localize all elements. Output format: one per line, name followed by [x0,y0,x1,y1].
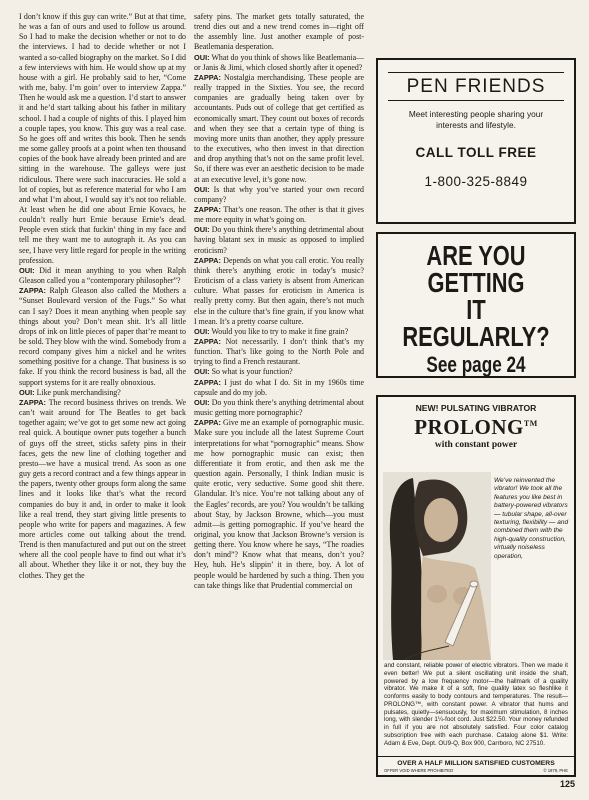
interviewer-label: OUI: [194,397,210,407]
pen-friends-ad[interactable] [376,58,576,224]
paragraph-text: Do you think there’s anything detrimental about having blatant sex in music as opposed to implied eroticism? [194,225,364,255]
paragraph-text: Like punk merchandising? [36,387,121,397]
paragraph-text: So what is your function? [211,367,293,377]
article-paragraph [194,327,364,337]
offer-void-note: OFFER VOID WHERE PROHIBITED [384,768,454,773]
headline-line-3: IT REGULARLY? [402,294,550,352]
article-paragraph [194,256,364,327]
interviewer-label: OUI: [194,52,210,62]
interviewee-label: ZAPPA: [194,337,221,346]
vibrator-ad-body-copy: and constant, reliable power of electric vibrators. Then we made it even better! We put a silent oscillating unit inside the shaft, powered by a low frequency motor—the hallmark of a quality vibrator. We make it of a soft, fine quality latex so fleshlike it conforms easily to body contours and temperatures. The result—PROLONG™, with constant power. A vibrator that hums and pulsates, quietly—sensuously, for maximum stimulation, 8 inches long, with slender 1¼-foot cord. Just $22.50. Your money refunded in full if you are not absolutely satisfied. Four color catalog subscription free with each purchase. Catalog alone $1. Write: Adam & Eve, Dept. OU9-Q, Box 900, Carrboro, NC 27510. [384,662,568,747]
article-paragraph [194,367,364,377]
paragraph-text: safety pins. The market gets totally saturated, the trend dies out and a new trend comes in—right off the assembly line. Just another example of post-Beatlemania desperation. [194,12,364,52]
page-number: 125 [559,779,575,789]
fine-print [378,767,574,773]
trademark-mark: TM [523,419,538,428]
article-column-2 [194,12,364,591]
article-paragraph [19,266,186,286]
interviewer-label: OUI: [194,225,210,235]
paragraph-text: I just do what I do. Sit in my 1960s time capsule and do my job. [194,377,364,397]
pen-friends-subtitle: Meet interesting people sharing your interests and lifestyle. [408,109,544,130]
interviewee-label: ZAPPA: [194,72,221,82]
paragraph-text: Ralph Gleason also called the Mothers a “Sunset Boulevard version of the Fugs.” So what can I say? Does it mean anything when people say things about you? Don’t mean shit. It’s all little drops of ink on little pieces of paper that’re meant to be sold. They blow with the wind. Somebody from a record company gives him a nickel and he writes something positive for a change. That business is so fake. If you think the record business is bad, all the support systems for it are really obnoxious. [19,286,186,387]
paragraph-text: Did it mean anything to you when Ralph Gleason called you a “contemporary philosopher”? [19,265,186,286]
paragraph-text: The record business thrives on trends. We can’t wait around for The Beatles to get back together again; we’ve got to get some new act going real quick. A boutique owner puts together a bunch of guys off the street, sticks safety pins in their faces, gets the new line of clothing together and presto—we have a musical trend. As soon as one guy gets a record contract and a few things appear in the papers, twenty other groups form along the same lines and it looks like that’s what the record companies do buy it and, in order to make it look like a real trend, they start giving little presents to people who write for papers and magazines. A few more articles come out talking about the trend. Trend is then manufactured and put out on the street where all the cool people have to find out what it’s all about. Whether they like it or not, they buy the clothes. They get the [19,397,186,580]
pen-friends-phone[interactable]: 1-800-325-8849 [424,174,528,189]
article-paragraph [194,53,364,73]
article-paragraph [19,12,186,266]
paragraph-text: Do you think there’s anything detrimental about music getting more pornographic? [194,397,364,418]
article-paragraph [194,205,364,225]
article-paragraph [194,378,364,398]
interviewer-label: OUI: [194,367,210,377]
vibrator-ad-brand [378,415,574,440]
interviewee-label: ZAPPA: [19,286,46,296]
paragraph-text: I don’t know if this guy can write.” But at that time, he was a fan of ours and used to follow us around. So I had to make the decision whether or not to do the interviews. I had to decide whether or not I wanted a so-called biography on the market. So I did a few interviews with him. He would show up at my house with a girl. He probably said to her, “Come with me, baby. I’m goin’ over to interview Zappa.” Then he would ask me a question. I’d start to answer it and he’d start talking about his father in military school. I had a couple of nights of this. I played him a couple tapes, you know. This guy was a real case. So he goes off and writes this book. Then he sends me some galley proofs at a point when ten thousand copies of the book have already been printed and are sitting in the warehouse. The galleys were just ridiculous. There were such inaccuracies. He sold a lot of copies, but as reference material for who I am and what I’m about, I would say it’s not too reliable. At least when he did one about Ernie Kovacs, he couldn’t really hurt Ernie because Ernie’s dead. People even stick that fuckin’ thing in my face and tell me they want me to autograph it. As you can see, I have very little regard for people in the writing profession. [19,12,186,265]
headline-line-2: GETTING [427,267,525,298]
article-paragraph [194,185,364,205]
article-paragraph [194,225,364,255]
article-paragraph [19,398,186,581]
paragraph-text: Would you like to try to make it fine grain? [211,326,349,336]
vibrator-ad-subtitle: with constant power [434,440,518,450]
interviewer-label: OUI: [194,326,210,336]
interviewer-label: OUI: [19,265,35,275]
interviewer-label: OUI: [19,387,35,397]
article-column-1 [19,12,186,581]
model-photo [383,472,491,660]
article-paragraph [194,418,364,591]
article-paragraph [19,286,186,388]
paragraph-text: What do you think of shows like Beatlemania—or Janis & Jimi, which closed shortly after it opened? [194,52,364,72]
see-page-link[interactable]: See page 24 [426,352,526,377]
interviewee-label: ZAPPA: [194,255,221,265]
article-paragraph [194,12,364,53]
subscription-ad[interactable] [376,232,576,378]
interviewee-label: ZAPPA: [194,418,221,428]
subscription-headline [378,242,574,378]
interviewee-label: ZAPPA: [194,204,221,214]
vibrator-ad-footer [378,756,574,775]
interviewee-label: ZAPPA: [194,377,221,387]
brand-name: PROLONG [414,415,524,439]
copyright-note: © 1979, PHE [543,768,568,773]
article-paragraph [194,337,364,367]
article-paragraph [194,73,364,185]
pen-friends-call-label: CALL TOLL FREE [415,145,537,160]
interviewee-label: ZAPPA: [19,397,46,407]
headline-line-1: ARE YOU [426,240,526,271]
paragraph-text: Nostalgia merchandising. These people are really trapped in the Sixties. You see, the record companies are gradually being taken over by accountants. Puds out of college that get certified as economically smart. They count out boxes of records and when they see that a certain type of thing is moving more units than another, they apply pressure to the executives, who then invest in that direction and drop anything that’s not on the same profit level. So, if there was ever an aesthetic decision to be made at an executive level, it’s gone now. [194,72,364,184]
vibrator-ad[interactable] [376,395,576,777]
vibrator-ad-headline: NEW! PULSATING VIBRATOR [415,403,537,413]
paragraph-text: Is that why you’ve started your own record company? [194,184,364,204]
interviewer-label: OUI: [194,184,210,194]
vibrator-ad-side-copy: We’ve reinvented the vibrator! We took all the features you like best in battery-powered vibrators — tubular shape, all-over texturing, flexibility — and combined them with the high-quality construction, virtually noiseless operation, [494,477,569,560]
pen-friends-title: PEN FRIENDS [388,72,564,101]
paragraph-text: Give me an example of pornographic music. Make sure you include all the latest Supreme Court interpretations for what “pornographic” means. Show me how pornographic music can exist; then differentiate it from erotic, and then ask me the question again. Personally, I think Indian music is quite erotic, very seductive. Some good shit there. Glandular. It’s nice. You’re not talking about any of the Eagles’ records, are you? You wouldn’t be talking about Stay, by Jackson Browne, which—you must admit—is getting pornographic. If you’ve heard the original, you know that Jackson Browne’s version is getting there. You know where he says, “The roadies don’t mind”? Know what that means, don’t you? Hey, huh. He’s slippin’ it in there, boy. A lot of people would be hardened by such a thing. Then you can take things like that Prudential commercial on [194,418,364,590]
paragraph-text: Not necessarily. I don’t think that’s my function. That’s like going to the North Pole and trying to find a French restaurant. [194,337,364,367]
customers-tagline: OVER A HALF MILLION SATISFIED CUSTOMERS [397,760,555,767]
article-paragraph [19,388,186,398]
paragraph-text: That’s one reason. The other is that it gives me more equity in what’s going on. [194,204,364,225]
paragraph-text: Depends on what you call erotic. You really think there’s anything erotic in today’s music? Eroticism of a class variety is absent from American culture. What passes for eroticism in America is really pretty corny. But then again, there’s not much else in the culture that’s fine grain, if you know what I mean. It’s a pretty coarse culture. [194,255,364,326]
article-paragraph [194,398,364,418]
